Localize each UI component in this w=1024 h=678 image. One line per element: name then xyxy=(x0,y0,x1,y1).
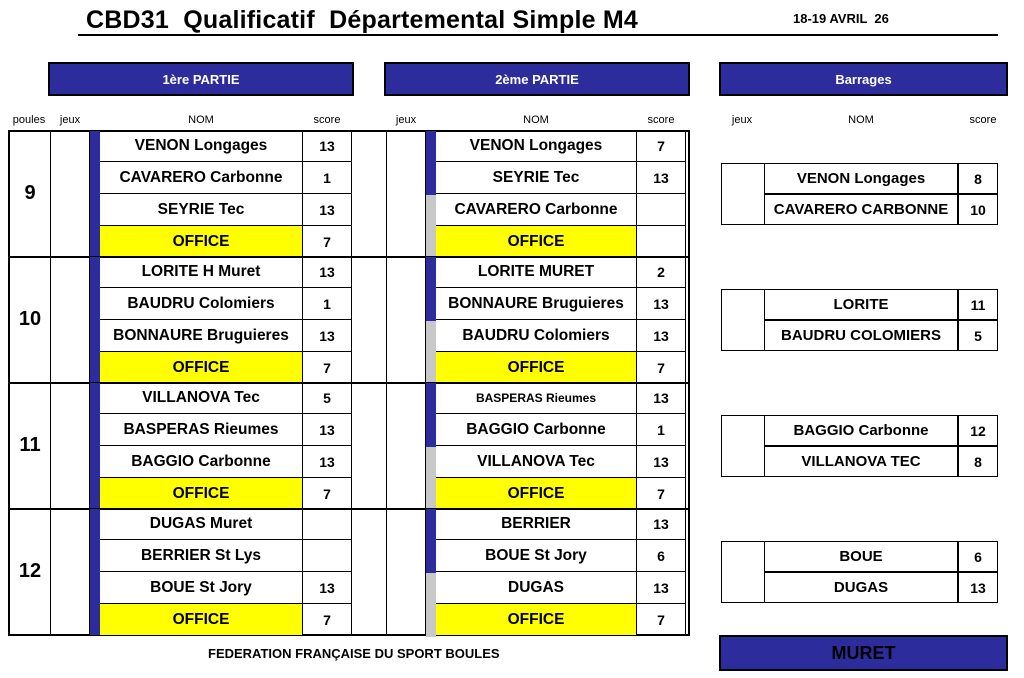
barrage-player-name: DUGAS xyxy=(764,572,958,603)
player-name: VENON Longages xyxy=(436,130,636,162)
player-name: VILLANOVA Tec xyxy=(436,446,636,478)
section-header-barrages: Barrages xyxy=(719,62,1008,96)
barrage-score: 10 xyxy=(958,194,998,225)
score-cell: 13 xyxy=(302,256,352,288)
score-cell: 13 xyxy=(636,446,686,478)
section-header-part1: 1ère PARTIE xyxy=(48,62,354,96)
section-header-part2: 2ème PARTIE xyxy=(384,62,690,96)
part2-marker-bar xyxy=(426,321,436,353)
barrage-player-name: BOUE xyxy=(764,541,958,572)
player-name: BOUE St Jory xyxy=(100,572,302,604)
office-cell: OFFICE xyxy=(100,604,302,636)
part2-marker-bar xyxy=(426,257,436,289)
part1-marker-bar xyxy=(90,383,100,509)
score-cell: 13 xyxy=(302,572,352,604)
barrage-score: 11 xyxy=(958,289,998,320)
column-header-jeux: jeux xyxy=(59,114,81,126)
score-cell: 13 xyxy=(636,572,686,604)
player-name: SEYRIE Tec xyxy=(436,162,636,194)
player-name: BONNAURE Bruguieres xyxy=(100,320,302,352)
office-cell: OFFICE xyxy=(436,604,636,636)
score-cell: 2 xyxy=(636,256,686,288)
player-name: BASPERAS Rieumes xyxy=(100,414,302,446)
event-date: 18-19 AVRIL 26 xyxy=(793,11,889,26)
jeux-cell xyxy=(386,508,426,635)
jeux-cell xyxy=(50,508,90,635)
barrage-player-name: LORITE xyxy=(764,289,958,320)
player-name: VILLANOVA Tec xyxy=(100,382,302,414)
score-cell: 7 xyxy=(302,604,352,636)
score-cell: 13 xyxy=(302,130,352,162)
score-cell: 13 xyxy=(636,508,686,540)
score-cell: 1 xyxy=(302,162,352,194)
barrage-player-name: VENON Longages xyxy=(764,163,958,194)
barrage-score: 8 xyxy=(958,163,998,194)
player-name: BOUE St Jory xyxy=(436,540,636,572)
column-header-jeux: jeux xyxy=(731,114,753,126)
poule-number: 9 xyxy=(24,181,36,204)
column-header-score: score xyxy=(969,114,997,126)
poule-number: 10 xyxy=(18,307,42,330)
jeux-cell xyxy=(50,130,90,257)
barrage-score: 12 xyxy=(958,415,998,446)
part2-marker-bar xyxy=(426,383,436,415)
column-header-nom: NOM xyxy=(523,114,549,126)
player-name: BAGGIO Carbonne xyxy=(436,414,636,446)
barrage-player-name: BAGGIO Carbonne xyxy=(764,415,958,446)
column-header-score: score xyxy=(313,114,341,126)
player-name: VENON Longages xyxy=(100,130,302,162)
office-cell: OFFICE xyxy=(100,226,302,258)
poule-number: 11 xyxy=(19,433,41,456)
part2-marker-bar xyxy=(426,227,436,259)
part2-marker-bar xyxy=(426,447,436,479)
score-cell xyxy=(636,226,686,258)
jeux-cell xyxy=(50,256,90,383)
player-name: BONNAURE Bruguieres xyxy=(436,288,636,320)
barrage-player-name: VILLANOVA TEC xyxy=(764,446,958,477)
column-header-score: score xyxy=(647,114,675,126)
score-cell: 13 xyxy=(636,288,686,320)
score-cell: 5 xyxy=(302,382,352,414)
barrage-score: 6 xyxy=(958,541,998,572)
player-name: BERRIER St Lys xyxy=(100,540,302,572)
score-cell: 13 xyxy=(302,414,352,446)
office-cell: OFFICE xyxy=(436,352,636,384)
player-name: SEYRIE Tec xyxy=(100,194,302,226)
score-cell: 7 xyxy=(302,478,352,510)
part2-marker-bar xyxy=(426,509,436,541)
jeux-cell xyxy=(386,382,426,509)
score-cell: 7 xyxy=(636,130,686,162)
player-name: LORITE MURET xyxy=(436,256,636,288)
part2-marker-bar xyxy=(426,289,436,321)
score-cell: 13 xyxy=(636,320,686,352)
score-cell: 7 xyxy=(302,226,352,258)
part2-marker-bar xyxy=(426,131,436,163)
score-cell: 7 xyxy=(636,604,686,636)
jeux-cell xyxy=(386,130,426,257)
location-banner: MURET xyxy=(719,635,1008,671)
score-cell: 1 xyxy=(636,414,686,446)
office-cell: OFFICE xyxy=(436,478,636,510)
player-name: BAUDRU Colomiers xyxy=(436,320,636,352)
barrage-player-name: CAVARERO CARBONNE xyxy=(764,194,958,225)
jeux-cell xyxy=(50,382,90,509)
jeux-cell xyxy=(386,256,426,383)
column-header-nom: NOM xyxy=(188,114,214,126)
part2-marker-bar xyxy=(426,479,436,511)
part1-marker-bar xyxy=(90,131,100,257)
part2-marker-bar xyxy=(426,195,436,227)
score-cell: 13 xyxy=(636,382,686,414)
player-name: BAGGIO Carbonne xyxy=(100,446,302,478)
part2-marker-bar xyxy=(426,353,436,385)
office-cell: OFFICE xyxy=(100,478,302,510)
player-name: DUGAS Muret xyxy=(100,508,302,540)
score-cell: 13 xyxy=(302,446,352,478)
page-title: CBD31 Qualificatif Départemental Simple M4 xyxy=(86,6,639,34)
part2-marker-bar xyxy=(426,605,436,637)
title-underline xyxy=(78,34,998,36)
player-name: BERRIER xyxy=(436,508,636,540)
score-cell: 13 xyxy=(636,162,686,194)
office-cell: OFFICE xyxy=(100,352,302,384)
player-name: CAVARERO Carbonne xyxy=(100,162,302,194)
score-cell xyxy=(302,540,352,572)
federation-footer: FEDERATION FRANÇAISE DU SPORT BOULES xyxy=(208,646,500,661)
score-cell: 7 xyxy=(302,352,352,384)
player-name: LORITE H Muret xyxy=(100,256,302,288)
part2-marker-bar xyxy=(426,573,436,605)
score-cell: 1 xyxy=(302,288,352,320)
player-name: CAVARERO Carbonne xyxy=(436,194,636,226)
score-cell xyxy=(302,508,352,540)
barrage-player-name: BAUDRU COLOMIERS xyxy=(764,320,958,351)
score-cell: 7 xyxy=(636,478,686,510)
part2-marker-bar xyxy=(426,541,436,573)
column-header-poules: poules xyxy=(12,114,46,126)
player-name: BASPERAS Rieumes xyxy=(436,382,636,414)
part2-marker-bar xyxy=(426,163,436,195)
barrage-score: 13 xyxy=(958,572,998,603)
part2-marker-bar xyxy=(426,415,436,447)
score-cell: 6 xyxy=(636,540,686,572)
column-header-jeux: jeux xyxy=(395,114,417,126)
player-name: BAUDRU Colomiers xyxy=(100,288,302,320)
part1-marker-bar xyxy=(90,509,100,635)
poule-number: 12 xyxy=(18,559,42,582)
office-cell: OFFICE xyxy=(436,226,636,258)
column-header-nom: NOM xyxy=(848,114,874,126)
barrage-score: 5 xyxy=(958,320,998,351)
score-cell: 13 xyxy=(302,320,352,352)
score-cell: 13 xyxy=(302,194,352,226)
score-cell: 7 xyxy=(636,352,686,384)
part1-marker-bar xyxy=(90,257,100,383)
player-name: DUGAS xyxy=(436,572,636,604)
barrage-score: 8 xyxy=(958,446,998,477)
score-cell xyxy=(636,194,686,226)
